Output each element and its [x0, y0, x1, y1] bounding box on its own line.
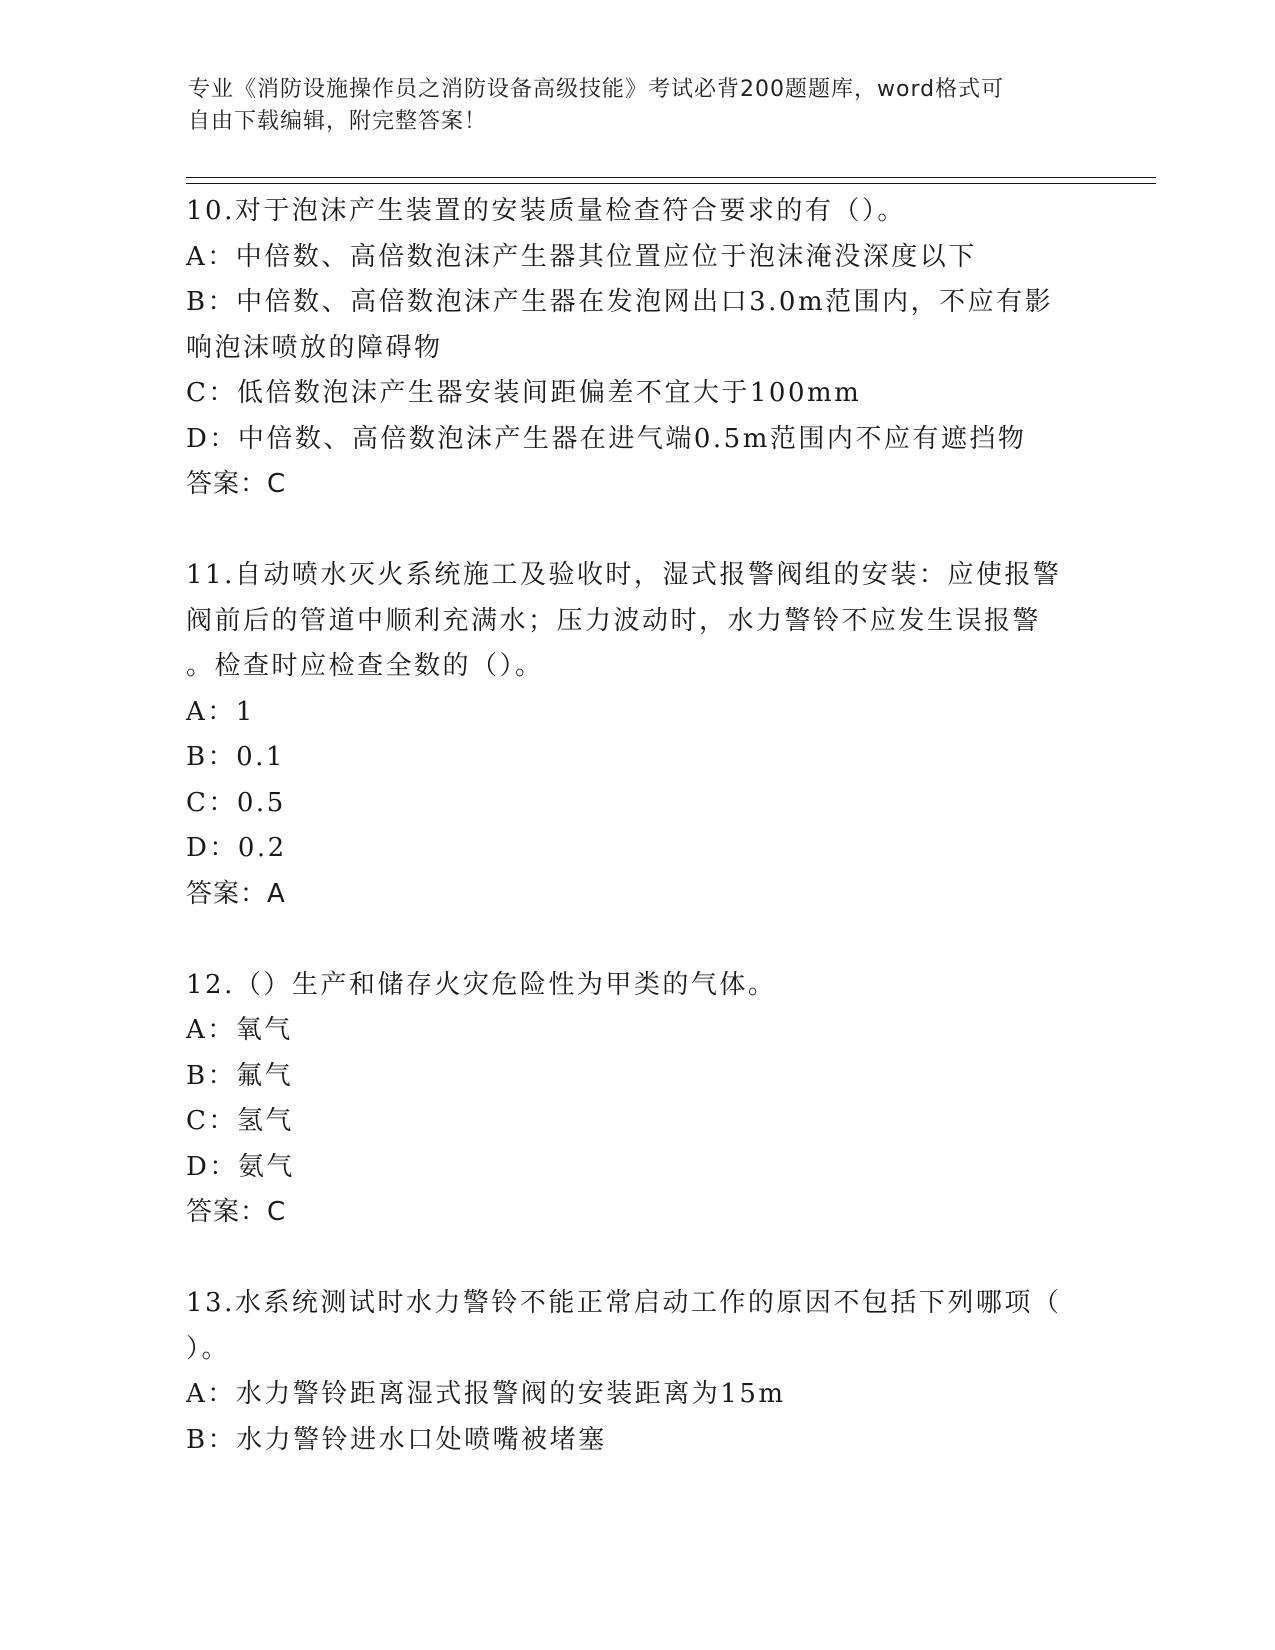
- question-spacer: [186, 1236, 1086, 1282]
- question-spacer: [186, 917, 1086, 963]
- question-block: [186, 963, 1086, 1236]
- answer-line: 答案：C: [186, 1197, 287, 1227]
- question-stem-line: 13.水系统测试时水力警铃不能正常启动工作的原因不包括下列哪项（: [186, 1288, 1062, 1318]
- header-divider-top: [186, 177, 1156, 178]
- option-line: A：氧气: [186, 1015, 293, 1045]
- question-stem-line: 阀前后的管道中顺利充满水；压力波动时，水力警铃不应发生误报警: [186, 605, 1042, 636]
- option-line: D：中倍数、高倍数泡沫产生器在进气端0.5m范围内不应有遮挡物: [186, 423, 1027, 454]
- question-spacer: [186, 508, 1086, 554]
- header-line-2: 自由下载编辑，附完整答案！: [188, 109, 488, 134]
- question-stem-line: 11.自动喷水灭火系统施工及验收时，湿式报警阀组的安装：应使报警: [186, 560, 1062, 590]
- option-line: D：氨气: [186, 1151, 295, 1182]
- option-line: D：0.2: [186, 833, 287, 863]
- question-block: [186, 553, 1086, 917]
- header-divider-bottom: [186, 183, 1156, 184]
- answer-line: 答案：C: [186, 469, 287, 499]
- option-line: C：低倍数泡沫产生器安装间距偏差不宜大于100mm: [186, 378, 862, 408]
- option-line: 响泡沫喷放的障碍物: [186, 332, 443, 363]
- question-stem-line: 12.（）生产和储存火灾危险性为甲类的气体。: [186, 969, 777, 1000]
- option-line: A：水力警铃距离湿式报警阀的安装距离为15m: [186, 1379, 786, 1409]
- option-line: C：氢气: [186, 1106, 294, 1136]
- option-line: B：氟气: [186, 1060, 294, 1091]
- question-list: [186, 189, 1086, 1463]
- document-header: [188, 74, 1088, 138]
- option-line: B：水力警铃进水口处喷嘴被堵塞: [186, 1424, 607, 1455]
- question-block: [186, 189, 1086, 508]
- question-stem-line: 10.对于泡沫产生装置的安装质量检查符合要求的有（）。: [186, 196, 906, 226]
- question-block: [186, 1281, 1086, 1463]
- question-stem-line: ）。: [186, 1333, 231, 1364]
- header-line-1: 专业《消防设施操作员之消防设备高级技能》考试必背200题题库，word格式可: [188, 77, 1005, 102]
- option-line: A：1: [186, 696, 255, 727]
- option-line: C：0.5: [186, 787, 286, 818]
- option-line: A：中倍数、高倍数泡沫产生器其位置应位于泡沫淹没深度以下: [186, 241, 977, 272]
- option-line: B：0.1: [186, 742, 285, 772]
- option-line: B：中倍数、高倍数泡沫产生器在发泡网出口3.0m范围内，不应有影: [186, 287, 1054, 317]
- question-stem-line: 。检查时应检查全数的（）。: [186, 651, 544, 681]
- answer-line: 答案：A: [186, 878, 286, 909]
